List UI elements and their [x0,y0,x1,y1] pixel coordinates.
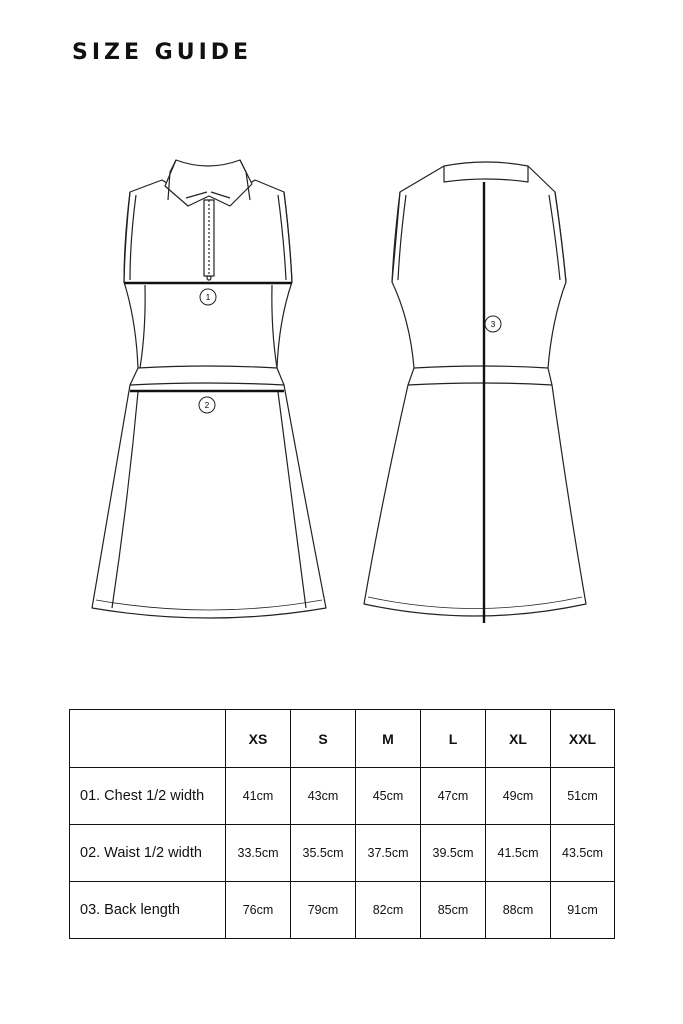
row-label-waist: 02. Waist 1/2 width [70,825,226,882]
dress-back-view [364,162,586,616]
table-cell: 91cm [551,882,615,939]
dress-front-view [92,160,326,618]
svg-text:2: 2 [204,401,210,410]
size-header-l: L [421,710,486,768]
table-cell: 88cm [486,882,551,939]
size-header-s: S [291,710,356,768]
table-cell: 76cm [226,882,291,939]
size-header-xxl: XXL [551,710,615,768]
marker-1 [200,289,216,305]
svg-text:1: 1 [205,293,211,302]
dress-technical-drawing [0,130,683,650]
header-empty-cell [70,710,226,768]
size-header-m: M [356,710,421,768]
row-label-chest: 01. Chest 1/2 width [70,768,226,825]
table-cell: 45cm [356,768,421,825]
page-title: SIZE GUIDE [72,40,253,65]
size-table-header-row [70,710,615,768]
table-cell: 41cm [226,768,291,825]
table-cell: 43.5cm [551,825,615,882]
table-cell: 37.5cm [356,825,421,882]
table-cell: 35.5cm [291,825,356,882]
table-cell: 51cm [551,768,615,825]
size-header-xs: XS [226,710,291,768]
table-cell: 41.5cm [486,825,551,882]
table-cell: 47cm [421,768,486,825]
table-cell: 33.5cm [226,825,291,882]
size-header-xl: XL [486,710,551,768]
row-label-back-length: 03. Back length [70,882,226,939]
size-table [69,709,615,939]
table-row [70,825,615,882]
table-cell: 43cm [291,768,356,825]
marker-2 [199,397,215,413]
table-row [70,768,615,825]
table-cell: 85cm [421,882,486,939]
table-cell: 49cm [486,768,551,825]
svg-text:3: 3 [490,320,496,329]
table-cell: 79cm [291,882,356,939]
marker-3 [485,316,501,332]
table-row [70,882,615,939]
table-cell: 82cm [356,882,421,939]
table-cell: 39.5cm [421,825,486,882]
